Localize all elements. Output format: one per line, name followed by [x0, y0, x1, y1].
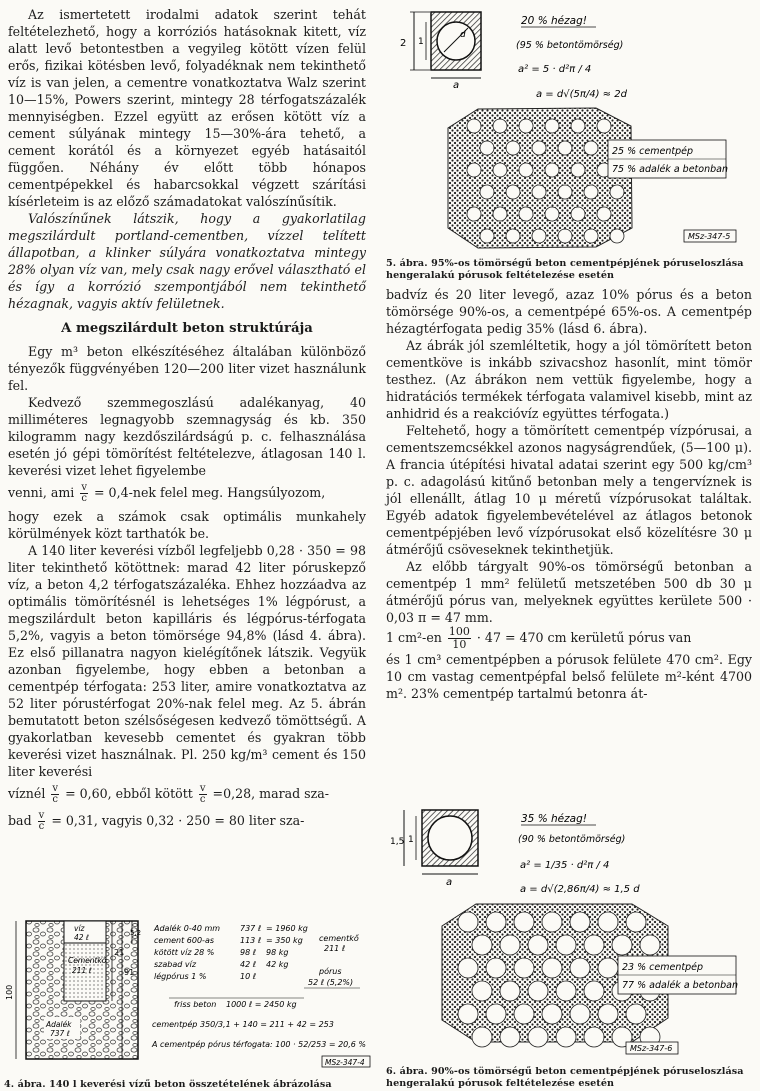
- legend-aggregate: 75 % adalék a betonban: [612, 164, 728, 175]
- pore-hole: [532, 141, 546, 155]
- paragraph-line: venni, ami $\frac{v}{c}$ = 0,4-nek felel meg. Hangsúlyozom,: [8, 482, 326, 504]
- formula-2: a = d√(5π/4) ≈ 2d: [536, 89, 627, 100]
- composition-cell: 98 ℓ: [240, 948, 257, 957]
- pore-hole: [532, 229, 546, 243]
- pore-hole: [570, 1004, 590, 1024]
- figure-code: MSz-347-5: [688, 232, 731, 241]
- pore-hole: [626, 1004, 646, 1024]
- pore-hole: [486, 1004, 506, 1024]
- pore-circle: [428, 816, 472, 860]
- legend-paste: 23 % cementpép: [622, 962, 703, 973]
- pore-hole: [480, 141, 494, 155]
- formula-1: a² = 5 · d²π / 4: [518, 64, 592, 75]
- pore-hole: [500, 981, 520, 1001]
- svg-text:1000 ℓ = 2450 kg: 1000 ℓ = 2450 kg: [226, 1000, 297, 1009]
- paragraph-line: víznél $\frac{v}{c}$ = 0,60, ebből kötött $\frac{v}{c}$ =0,28, marad sza-: [8, 783, 330, 805]
- pore-hole: [472, 935, 492, 955]
- pore-hole: [558, 185, 572, 199]
- legend-paste: 25 % cementpép: [612, 146, 693, 157]
- dim-side: 1,5: [390, 837, 405, 847]
- equation: 1 cm²-en $\frac{100}{10}$ · 47 = 470 cm kerületű pórus van: [386, 625, 692, 651]
- figure-6: [386, 798, 754, 1088]
- pore-hole: [584, 1027, 604, 1047]
- pore-hole: [472, 981, 492, 1001]
- pore-hole: [542, 912, 562, 932]
- svg-text:víz: víz: [74, 924, 85, 933]
- svg-text:100: 100: [5, 984, 14, 1000]
- pore-hole: [598, 958, 618, 978]
- pore-hole: [558, 141, 572, 155]
- composition-cell: kötött víz 28 %: [154, 948, 215, 957]
- pore-hole: [458, 1004, 478, 1024]
- figure-4: [4, 915, 376, 1090]
- fraction: $\frac{v}{c}$: [199, 783, 206, 805]
- tomorseg-label: (95 % betontömörség): [516, 40, 624, 51]
- svg-text:cementpép: cementpép: [152, 1020, 198, 1029]
- svg-text:211 ℓ: 211 ℓ: [72, 966, 92, 975]
- composition-table: [153, 923, 308, 981]
- composition-cell: 42 kg: [266, 960, 289, 969]
- pore-hole: [542, 958, 562, 978]
- figure-5: [386, 4, 754, 281]
- pore-hole: [480, 185, 494, 199]
- svg-text:350/3,1 + 140 = 211 + 42 = 253: 350/3,1 + 140 = 211 + 42 = 253: [200, 1020, 334, 1029]
- pore-hole: [458, 958, 478, 978]
- pore-hole: [558, 229, 572, 243]
- paragraph: Feltehető, hogy a tömörített cementpép vízpórusai, a cementszemcsékkel azonos nagyságrendűek, (5—100 μ). A francia útépítési hivatal adatai szerint egy 500 kg/cm³ p. c. adagolású kitűnő betonban mely a tengervíznek is jól ellenállt, átlag 10 μ méretű vízpórusokat találtak. Egyéb adatok figyelembevételével az átlagos betonok cementpépjében levő vízpórusokat első közelítésre 30 μ átmérőjű csöveseknek tekinthetjük.: [386, 423, 752, 557]
- pore-hole: [472, 1027, 492, 1047]
- pore-hole: [640, 935, 660, 955]
- formula-1: a² = 1/35 · d²π / 4: [520, 860, 610, 871]
- pore-hole: [506, 141, 520, 155]
- pore-hole: [612, 935, 632, 955]
- pore-hole: [584, 935, 604, 955]
- pore-hole: [500, 1027, 520, 1047]
- pore-hole: [584, 185, 598, 199]
- paragraph: Az ábrák jól szemléltetik, hogy a jól tömörített beton cementköve is inkább szivacshoz hasonlít, mint tömör testhez. (Az ábrákon nem vettük figyelembe, hogy a hidratációs termékek térfogata valamivel kisebb, mint az anhidrid és a reakcióvíz együttes térfogata.): [386, 338, 752, 421]
- fraction: $\frac{v}{c}$: [52, 783, 59, 805]
- paragraph: és 1 cm³ cementpépben a pórusok felülete 470 cm². Egy 10 cm vastag cementpépfal belső felülete m²-ként 4700 m². 23% cementpép tartalmú betonra át-: [386, 652, 752, 701]
- composition-cell: cement 600-as: [154, 936, 215, 945]
- pore-hole: [556, 981, 576, 1001]
- pore-hole: [519, 163, 533, 177]
- pore-hole: [519, 207, 533, 221]
- pore-hole: [598, 912, 618, 932]
- composition-cell: 737 ℓ: [240, 924, 262, 933]
- pore-hole: [626, 912, 646, 932]
- pore-hole: [545, 163, 559, 177]
- dim-d: d: [460, 30, 466, 40]
- tomorseg-label: (90 % betontömörség): [518, 834, 626, 845]
- pore-hole: [493, 207, 507, 221]
- composition-cell: 113 ℓ: [240, 936, 262, 945]
- pore-hole: [584, 229, 598, 243]
- svg-text:Adalék: Adalék: [46, 1020, 72, 1029]
- pore-hole: [467, 207, 481, 221]
- paragraph: badvíz és 20 liter levegő, azaz 10% pórus és a beton tömörsége 90%-os, a cementpépé 65%-os. A cementpép hézagtérfogata pedig 35% (lásd 6. ábra).: [386, 287, 752, 336]
- pore-hole: [514, 1004, 534, 1024]
- hezag-label: 35 % hézag!: [521, 813, 587, 825]
- figure-code: MSz-347-6: [630, 1044, 673, 1053]
- pore-hole: [570, 958, 590, 978]
- pore-hole: [467, 119, 481, 133]
- figure-4-caption: 4. ábra. 140 l keverési vízű beton összetételének ábrázolása: [4, 1079, 332, 1090]
- paragraph: Az előbb tárgyalt 90%-os tömörségű betonban a cementpép 1 mm² felületű metszetében 500 db 30 μ átmérőjű pórus van, melyeknek együttes kerülete 500 · 0,03 π = 47 mm.: [386, 559, 752, 625]
- pore-hole: [598, 1004, 618, 1024]
- pore-hole: [528, 935, 548, 955]
- svg-text:42 ℓ: 42 ℓ: [74, 933, 90, 942]
- pore-hole: [493, 163, 507, 177]
- right-column: [386, 286, 752, 702]
- svg-text:211 ℓ: 211 ℓ: [324, 944, 346, 953]
- pore-circle: [437, 22, 475, 60]
- pore-hole: [532, 185, 546, 199]
- pore-hole: [480, 229, 494, 243]
- pore-hole: [571, 207, 585, 221]
- pore-hole: [610, 229, 624, 243]
- pore-hole: [597, 207, 611, 221]
- pore-hole: [610, 185, 624, 199]
- pore-hole: [545, 119, 559, 133]
- pore-hole: [571, 119, 585, 133]
- svg-text:A cementpép pórus térfogata: 1: A cementpép pórus térfogata: 100 · 52/253 = 20,6 %: [152, 1040, 367, 1049]
- composition-cell: szabad víz: [154, 960, 197, 969]
- figure-4-diagram: [4, 915, 376, 1071]
- figure-6-diagram: [386, 798, 754, 1060]
- pore-hole: [486, 958, 506, 978]
- svg-text:91: 91: [124, 968, 135, 977]
- figure-code: MSz-347-4: [325, 1058, 365, 1067]
- pore-hole: [556, 935, 576, 955]
- pore-hole: [528, 1027, 548, 1047]
- dim-inner: 1: [408, 835, 414, 845]
- pore-hole: [506, 229, 520, 243]
- paragraph: Egy m³ beton elkészítéséhez általában különböző tényezők függvényében 120—200 liter vizet használunk fel.: [8, 344, 366, 393]
- svg-text:5,2: 5,2: [130, 929, 142, 937]
- paragraph: hogy ezek a számok csak optimális munkahely körülmények közt tarthatók be.: [8, 509, 366, 541]
- formula-2: a = d√(2,86π/4) ≈ 1,5 d: [520, 884, 640, 895]
- figure-6-caption: 6. ábra. 90%-os tömörségű beton cementpépjének póruseloszlása hengeralakú pórusok feltételezése esetén: [386, 1066, 744, 1089]
- left-column: [8, 6, 366, 832]
- composition-cell: 10 ℓ: [240, 972, 257, 981]
- composition-cell: = 1960 kg: [266, 924, 308, 933]
- svg-text:52 ℓ (5,2%): 52 ℓ (5,2%): [308, 978, 354, 987]
- pore-hole: [528, 981, 548, 1001]
- svg-text:friss beton: friss beton: [174, 1000, 217, 1009]
- pore-hole: [514, 958, 534, 978]
- pore-hole: [506, 185, 520, 199]
- paragraph-line: bad $\frac{v}{c}$ = 0,31, vagyis 0,32 · 250 = 80 liter sza-: [8, 810, 305, 832]
- pore-hole: [571, 163, 585, 177]
- dim-side: 2: [400, 38, 407, 49]
- pore-hole: [500, 935, 520, 955]
- paragraph: A 140 liter keverési vízből legfeljebb 0,28 · 350 = 98 liter tekinthető kötöttnek: marad 42 liter póruskepző víz, a beton 4,2 térfogatszázaléka. Ehhez hozzáadva az optimális tömörítésnél is lehetséges 1% légpórust, a megszilárdult beton kapilláris és légpórus-térfogata 5,2%, vagyis a beton tömörsége 94,8% (lásd 4. ábra). Ez első pillanatra nagyon kielégítőnek látszik. Vegyük azonban figyelembe, hogy ebben a betonban a cementpép térfogata: 253 liter, amire vonatkoztatva az 52 liter pórustérfogat 20%-nak felel meg. Az 5. ábrán bemutatott beton szélsőségesen kedvező tömöttségű. A gyakorlatban kevesebb cementet és gyakran több keverési vizet használnak. Pl. 250 kg/m³ cement és 150 liter keverési: [8, 543, 366, 779]
- pore-hole: [514, 912, 534, 932]
- dim-a: a: [446, 877, 453, 888]
- pore-hole: [519, 119, 533, 133]
- pore-hole: [458, 912, 478, 932]
- pore-hole: [467, 163, 481, 177]
- composition-cell: 42 ℓ: [240, 960, 257, 969]
- svg-text:737 ℓ: 737 ℓ: [50, 1029, 70, 1038]
- pore-hole: [556, 1027, 576, 1047]
- pore-hole: [584, 981, 604, 1001]
- pore-hole: [486, 912, 506, 932]
- pore-hole: [597, 119, 611, 133]
- section-heading: A megszilárdult beton struktúrája: [61, 321, 313, 336]
- paragraph: Az ismertetett irodalmi adatok szerint tehát feltételezhető, hogy a korróziós hatásoknak kitett, víz alatt levő betontestben a vegyileg kötött vízen felül erős, fizikai kötésben levő, folyadéknak nem tekinthető víz is van jelen, a cementre vonatkoztatva Walz szerint 10—15%, Powers szerint, mintegy 28 térfogatszázalék mennyiségben. Ezzel együtt az erősen kötött víz a cement súlyának mintegy 15—30%-ára tehető, a cement korától és a környezet egyéb hatásaitól függően. Néhány év előtt több hónapos cementpépekkel és habarcsokkal végzett szárítási kísérleteim is az előző számadatokat valószínűsítik.: [8, 7, 366, 209]
- dim-a: a: [453, 80, 460, 91]
- pore-hole: [584, 141, 598, 155]
- composition-cell: 98 kg: [266, 948, 289, 957]
- composition-cell: = 350 kg: [266, 936, 303, 945]
- pore-hole: [493, 119, 507, 133]
- pore-hole: [570, 912, 590, 932]
- hezag-label: 20 % hézag!: [521, 15, 587, 27]
- svg-text:Cementkő: Cementkő: [68, 956, 107, 965]
- pore-hole: [545, 207, 559, 221]
- dim-inner: 1: [418, 37, 424, 47]
- legend-aggregate: 77 % adalék a betonban: [622, 980, 738, 991]
- paragraph: Valószínűnek látszik, hogy a gyakorlatilag megszilárdult portland-cementben, vízzel telített állapotban, a klinker súlyára vonatkoztatva mintegy 28% olyan víz van, mely csak nagy erővel választható el és így a korrózió szempontjából nem tekinthető hézagnak, vagyis aktív felületnek.: [8, 211, 366, 311]
- composition-cell: légpórus 1 %: [154, 972, 207, 981]
- composition-cell: Adalék 0-40 mm: [154, 924, 221, 933]
- figure-5-caption: 5. ábra. 95%-os tömörségű beton cementpépjének póruseloszlása hengeralakú pórusok feltételezése esetén: [386, 258, 744, 281]
- svg-text:cementkő: cementkő: [319, 934, 359, 943]
- svg-text:pórus: pórus: [319, 967, 342, 976]
- fraction: $\frac{v}{c}$: [38, 810, 45, 832]
- fraction: $\frac{v}{c}$: [81, 482, 87, 504]
- pore-hole: [542, 1004, 562, 1024]
- svg-text:21: 21: [114, 948, 125, 957]
- paragraph: Kedvező szemmegoszlású adalékanyag, 40 milliméteres legnagyobb szemnagyság és kb. 350 kilogramm nagy kezdőszilárdságú p. c. felhasználása esetén jó gépi tömörítést feltételezve, átlagosan 140 l. keverési vizet lehet figyelembe: [8, 395, 366, 478]
- figure-5-diagram: [386, 4, 754, 254]
